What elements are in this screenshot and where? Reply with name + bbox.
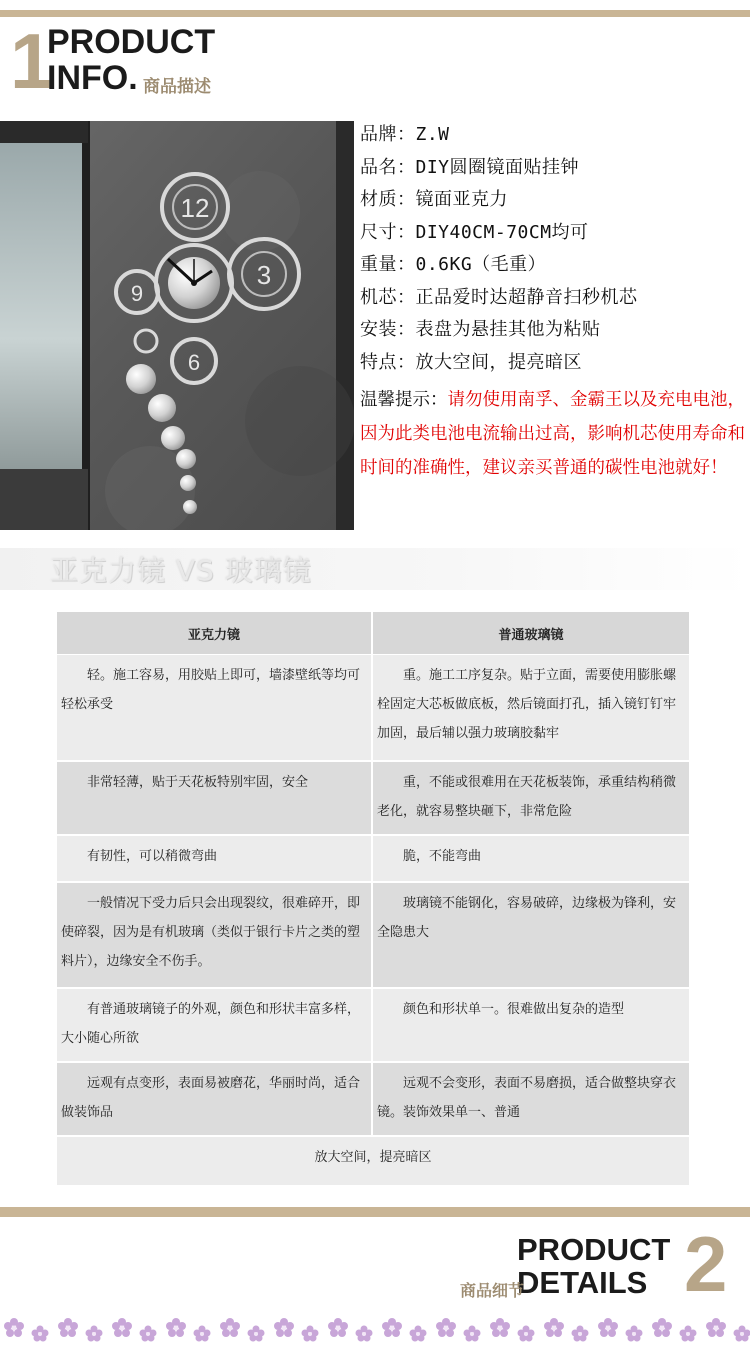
table-row	[57, 655, 689, 762]
table-cell: 脆，不能弯曲	[373, 836, 689, 883]
section-title-line2: INFO.	[47, 59, 138, 97]
table-row	[57, 1063, 689, 1137]
svg-text:9: 9	[130, 281, 144, 306]
table-cell: 远观有点变形，表面易被磨花，华丽时尚，适合做装饰品	[57, 1063, 373, 1137]
table-cell: 远观不会变形，表面不易磨损，适合做整块穿衣镜。装饰效果单一、普通	[373, 1063, 689, 1137]
warning-label: 温馨提示：	[360, 390, 448, 410]
spec-install: 安装：表盘为悬挂其他为粘贴	[360, 319, 601, 340]
spec-size: 尺寸：DIY40CM-70CM均可	[360, 221, 589, 243]
top-divider-bar	[0, 10, 750, 17]
spec-material: 材质：镜面亚克力	[360, 189, 508, 210]
table-header-acrylic: 亚克力镜	[57, 612, 373, 655]
comparison-title: 亚克力镜 VS 玻璃镜	[50, 554, 312, 587]
warning-note	[360, 383, 748, 485]
table-footer-cell: 放大空间，提亮暗区	[57, 1137, 689, 1187]
table-row	[57, 989, 689, 1063]
table-cell: 一般情况下受力后只会出现裂纹，很难碎开，即使碎裂，因为是有机玻璃（类似于银行卡片之类的塑料片），边缘安全不伤手。	[57, 883, 373, 989]
comparison-table	[57, 612, 689, 1187]
table-cell: 重。施工工序复杂。贴于立面，需要使用膨胀螺栓固定大芯板做底板，然后镜面打孔，插入镜钉钉牢加固，最后辅以强力玻璃胶黏牢	[373, 655, 689, 762]
spec-weight: 重量：0.6KG（毛重）	[360, 254, 547, 275]
spec-movement: 机芯：正品爱时达超静音扫秒机芯	[360, 286, 638, 308]
table-row	[57, 883, 689, 989]
table-cell: 轻。施工容易，用胶贴上即可，墙漆壁纸等均可轻松承受	[57, 655, 373, 762]
table-cell: 颜色和形状单一。很难做出复杂的造型	[373, 989, 689, 1063]
section-subtitle-cn: 商品细节	[460, 1281, 525, 1300]
svg-text:3: 3	[256, 260, 272, 290]
table-cell: 玻璃镜不能钢化，容易破碎，边缘极为锋利，安全隐患大	[373, 883, 689, 989]
table-row	[57, 836, 689, 883]
product-photo	[0, 121, 354, 530]
section-subtitle-cn: 商品描述	[143, 77, 211, 97]
warning-text: 请勿使用南孚、金霸王以及充电电池，因为此类电池电流输出过高，影响机芯使用寿命和时间的准确性，建议亲买普通的碳性电池就好！	[360, 390, 745, 478]
svg-text:12: 12	[180, 193, 210, 223]
section-number: 1	[10, 17, 54, 105]
svg-text:6: 6	[187, 350, 201, 375]
table-row	[57, 762, 689, 836]
table-cell: 非常轻薄，贴于天花板特别牢固，安全	[57, 762, 373, 836]
flower-border-decoration	[0, 1310, 750, 1350]
table-cell: 有普通玻璃镜子的外观，颜色和形状丰富多样，大小随心所欲	[57, 989, 373, 1063]
table-cell: 重，不能或很难用在天花板装饰，承重结构稍微老化，就容易整块砸下，非常危险	[373, 762, 689, 836]
spec-name: 品名：DIY圆圈镜面贴挂钟	[360, 156, 580, 178]
table-header-glass: 普通玻璃镜	[373, 612, 689, 655]
table-footer-row	[57, 1137, 689, 1187]
spec-brand: 品牌：Z.W	[360, 124, 450, 145]
section-title-line1: PRODUCT	[517, 1232, 671, 1267]
section-title-line1: PRODUCT	[47, 23, 216, 61]
spec-list	[360, 120, 750, 380]
section-number: 2	[684, 1220, 728, 1308]
spec-feature: 特点：放大空间，提亮暗区	[360, 351, 582, 373]
table-cell: 有韧性，可以稍微弯曲	[57, 836, 373, 883]
table-header-row	[57, 612, 689, 655]
bottom-divider-bar	[0, 1207, 750, 1217]
section-title-line2: DETAILS	[517, 1265, 648, 1300]
